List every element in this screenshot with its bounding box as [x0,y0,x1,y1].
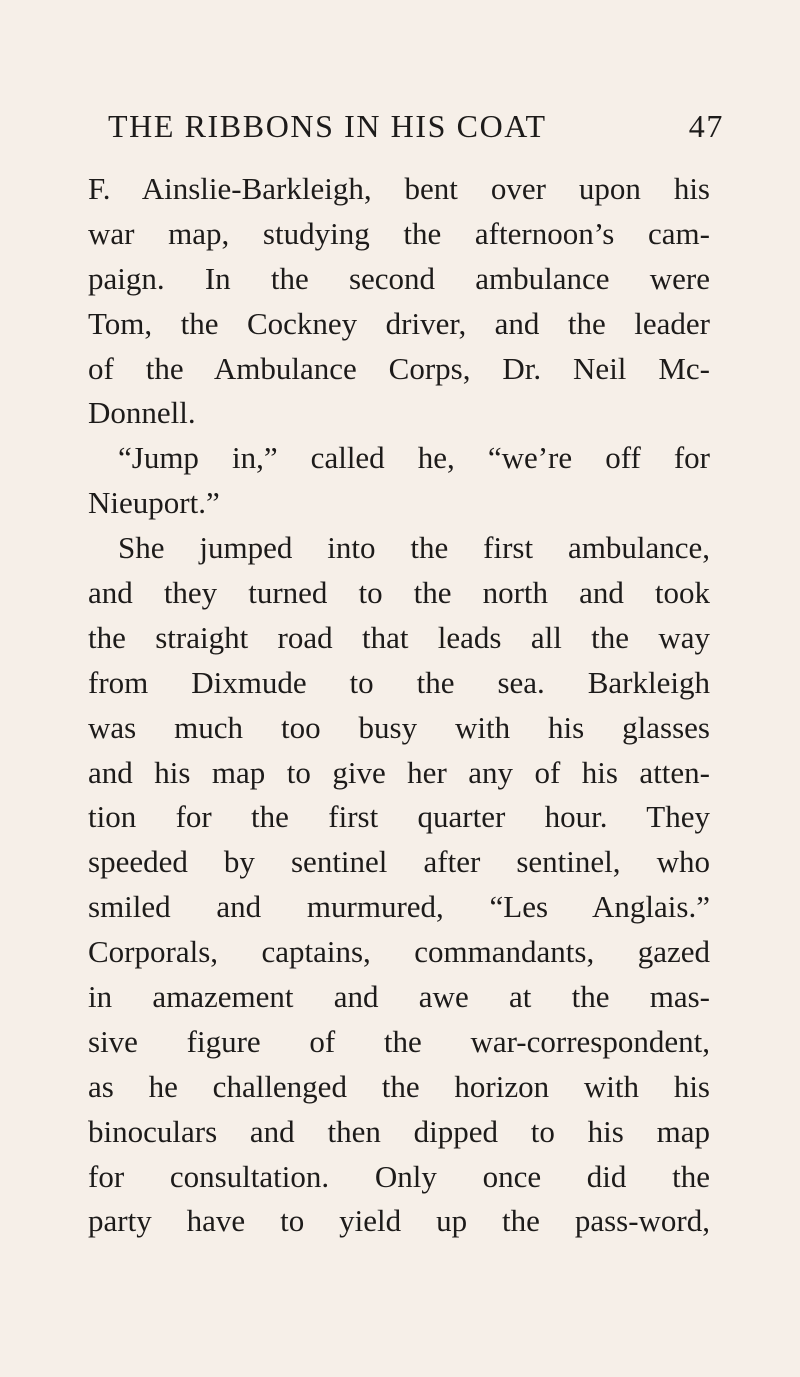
text-line: and his map to give her any of his atten- [88,754,710,790]
text-line: Donnell. [88,395,196,431]
text-line: for consultation. Only once did the [88,1158,710,1194]
text-line: war map, studying the afternoon’s cam- [88,215,710,251]
text-line: smiled and murmured, “Les Anglais.” [88,889,710,925]
running-title: THE RIBBONS IN HIS COAT [108,108,547,144]
text-line: tion for the first quarter hour. They [88,799,710,835]
running-head [108,104,724,148]
text-line: the straight road that leads all the way [88,619,710,655]
text-line: speeded by sentinel after sentinel, who [88,844,710,880]
page-number: 47 [688,108,724,144]
text-line: Tom, the Cockney driver, and the leader [88,305,710,341]
text-line: was much too busy with his glasses [88,709,710,745]
text-line: “Jump in,” called he, “we’re off for [118,440,710,476]
body-text [88,167,710,1244]
text-line: She jumped into the first ambulance, [118,530,710,566]
text-line: sive figure of the war-correspondent, [88,1023,710,1059]
text-line: and they turned to the north and took [88,575,710,611]
text-line: paign. In the second ambulance were [88,260,710,296]
text-line: as he challenged the horizon with his [88,1068,710,1104]
text-line: of the Ambulance Corps, Dr. Neil Mc- [88,350,710,386]
text-line: F. Ainslie-Barkleigh, bent over upon his [88,171,710,206]
text-line: party have to yield up the pass-word, [88,1203,710,1239]
text-line: Corporals, captains, commandants, gazed [88,934,710,970]
text-line: from Dixmude to the sea. Barkleigh [88,664,710,700]
text-line: in amazement and awe at the mas- [88,979,710,1015]
text-line: binoculars and then dipped to his map [88,1113,710,1149]
text-line: Nieuport.” [88,485,220,521]
